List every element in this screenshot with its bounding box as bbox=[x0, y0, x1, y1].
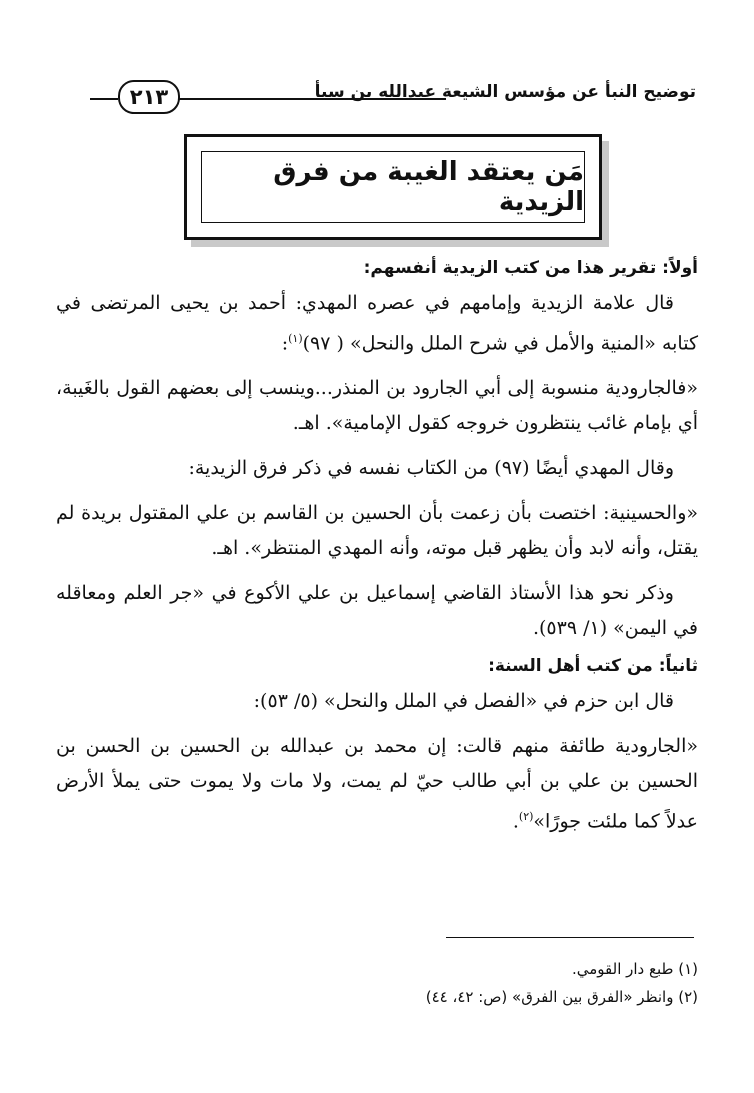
quote-paragraph-2: «والحسينية: اختصت بأن زعمت بأن الحسين بن القاسم بن علي المقتول بريدة لم يقتل، وأنه لابد وأن يظهر قبل موته، وأنه المهدي المنتظر». اهـ. bbox=[56, 502, 698, 560]
header-rule bbox=[174, 98, 446, 100]
chapter-title-box bbox=[184, 134, 602, 240]
footnote-separator bbox=[446, 937, 694, 938]
chapter-title-frame bbox=[201, 151, 585, 223]
quote-paragraph-1: «فالجارودية منسوبة إلى أبي الجارود بن المنذر...وينسب إلى بعضهم القول بالغَيبة، أي بإمام غائب ينتظرون خروجه كقول الإمامية». اهـ. bbox=[56, 377, 698, 435]
running-header bbox=[90, 78, 696, 114]
page-body bbox=[56, 256, 698, 850]
paragraph-4: قال ابن حزم في «الفصل في الملل والنحل» (٥/ ٥٣): bbox=[253, 690, 674, 713]
header-rule-left bbox=[90, 98, 118, 100]
paragraph-3: وذكر نحو هذا الأستاذ القاضي إسماعيل بن علي الأكوع في «جر العلم ومعاقله في اليمن» (١/ ٥٣٩). bbox=[56, 582, 698, 640]
page-number: ٢١٣ bbox=[118, 80, 180, 114]
footnotes bbox=[56, 955, 698, 1011]
footnote-ref-2: (٢) bbox=[518, 810, 534, 824]
running-title: توضيح النبأ عن مؤسس الشيعة عبدالله بن سبأ bbox=[314, 82, 696, 102]
footnote-1: (١) طبع دار القومي. bbox=[572, 960, 698, 978]
footnote-2: (٢) وانظر «الفرق بين الفرق» (ص: ٤٢، ٤٤) bbox=[425, 988, 698, 1006]
quote-paragraph-3: «الجارودية طائفة منهم قالت: إن محمد بن عبدالله بن الحسين بن الحسن بن الحسين بن علي بن أبي طالب حيّ لم يمت، ولا مات ولا يموت حتى يملأ الأرض عدلاً كما ملئت جورًا»$^{(٢)}$. bbox=[56, 735, 698, 833]
footnote-ref-1: (١) bbox=[288, 332, 303, 345]
section-heading-1: أولاً: تقرير هذا من كتب الزيدية أنفسهم: bbox=[363, 258, 698, 278]
chapter-title: مَن يعتقد الغيبة من فرق الزيدية bbox=[273, 157, 584, 217]
paragraph-1: قال علامة الزيدية وإمامهم في عصره المهدي: أحمد بن يحيى المرتضى في كتابه «المنية والأمل في شرح الملل والنحل» ( ٩٧)$^{(١)}$: bbox=[56, 292, 698, 355]
paragraph-2: وقال المهدي أيضًا (٩٧) من الكتاب نفسه في ذكر فرق الزيدية: bbox=[188, 457, 674, 480]
section-heading-2: ثانياً: من كتب أهل السنة: bbox=[488, 656, 698, 677]
